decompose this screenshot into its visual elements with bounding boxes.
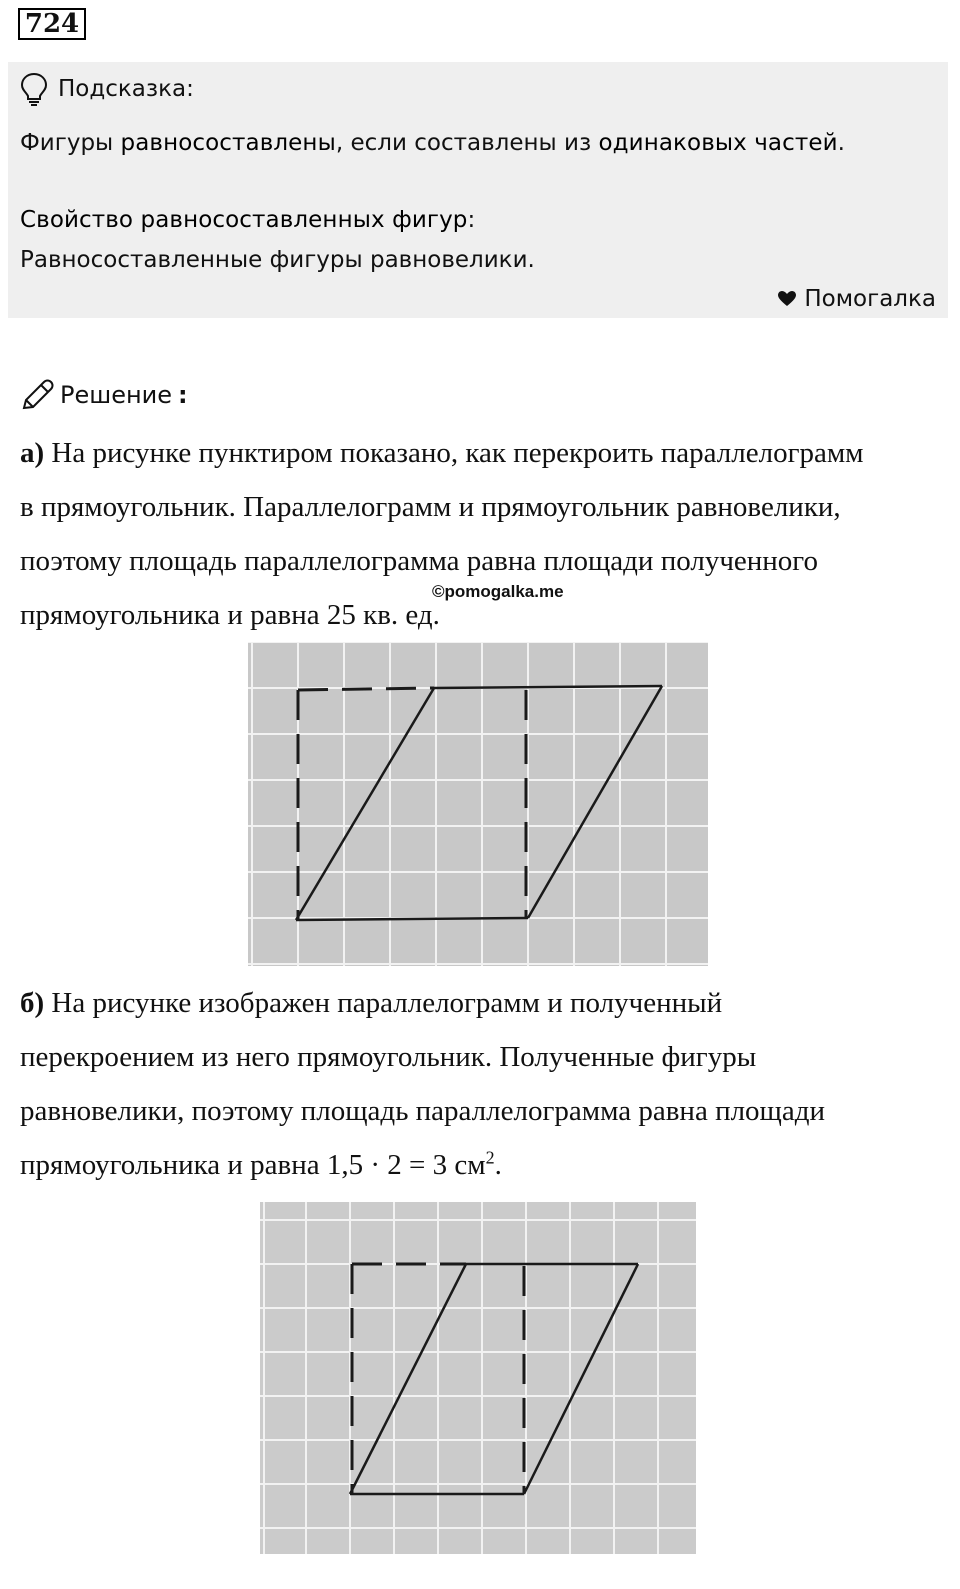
part-b-label: б): [20, 987, 45, 1019]
hint-property-text: Равносоставленные фигуры равновелики.: [20, 247, 535, 273]
heart-icon: [778, 291, 796, 307]
text-line: прямоугольника и равна 25 кв. ед.: [20, 599, 440, 631]
part-a-text: [20, 426, 940, 642]
text-line: прямоугольника и равна 1,5 · 2 = 3 см: [20, 1149, 486, 1181]
figure-b: [260, 1202, 696, 1554]
hint-text: , если составлены из: [335, 130, 599, 156]
grid-background: [260, 1202, 696, 1554]
text-line: поэтому площадь параллелограмма равна площади полученного: [20, 545, 818, 577]
hint-property-label: [20, 207, 475, 233]
hint-text: .: [837, 130, 845, 156]
text-line: перекроением из него прямоугольник. Полученные фигуры: [20, 1041, 757, 1073]
pencil-icon: [20, 378, 54, 412]
hint-text: Фигуры: [20, 130, 121, 156]
property-colon: :: [467, 207, 476, 233]
brand-name: Помогалка: [804, 286, 936, 312]
hint-title-text: Подсказка:: [58, 76, 194, 102]
hint-term: одинаковых частей: [598, 130, 838, 156]
watermark: ©pomogalka.me: [432, 582, 564, 601]
text-line: На рисунке изображен параллелограмм и полученный: [44, 987, 723, 1019]
lightbulb-icon: [20, 72, 48, 106]
solution-title-text: Решение: [60, 381, 173, 409]
text-line: .: [494, 1149, 502, 1181]
property-label: Свойство равносоставленных фигур: [20, 207, 468, 233]
text-line: в прямоугольник. Параллелограмм и прямоугольник равновелики,: [20, 491, 841, 523]
text-line: равновелики, поэтому площадь параллелограмма равна площади: [20, 1095, 826, 1127]
part-b-text: [20, 976, 940, 1192]
figure-a: [248, 642, 708, 966]
text-line: На рисунке пунктиром показано, как перекроить параллелограмм: [44, 437, 864, 469]
task-number: 724: [18, 8, 86, 40]
hint-definition: [20, 130, 845, 156]
solution-title: [20, 378, 188, 412]
part-a-label: а): [20, 437, 45, 469]
hint-term: равносоставлены: [120, 130, 336, 156]
brand[interactable]: [778, 286, 936, 312]
superscript: 2: [485, 1147, 495, 1168]
solution-colon: :: [178, 381, 188, 409]
hint-title: [20, 72, 194, 106]
